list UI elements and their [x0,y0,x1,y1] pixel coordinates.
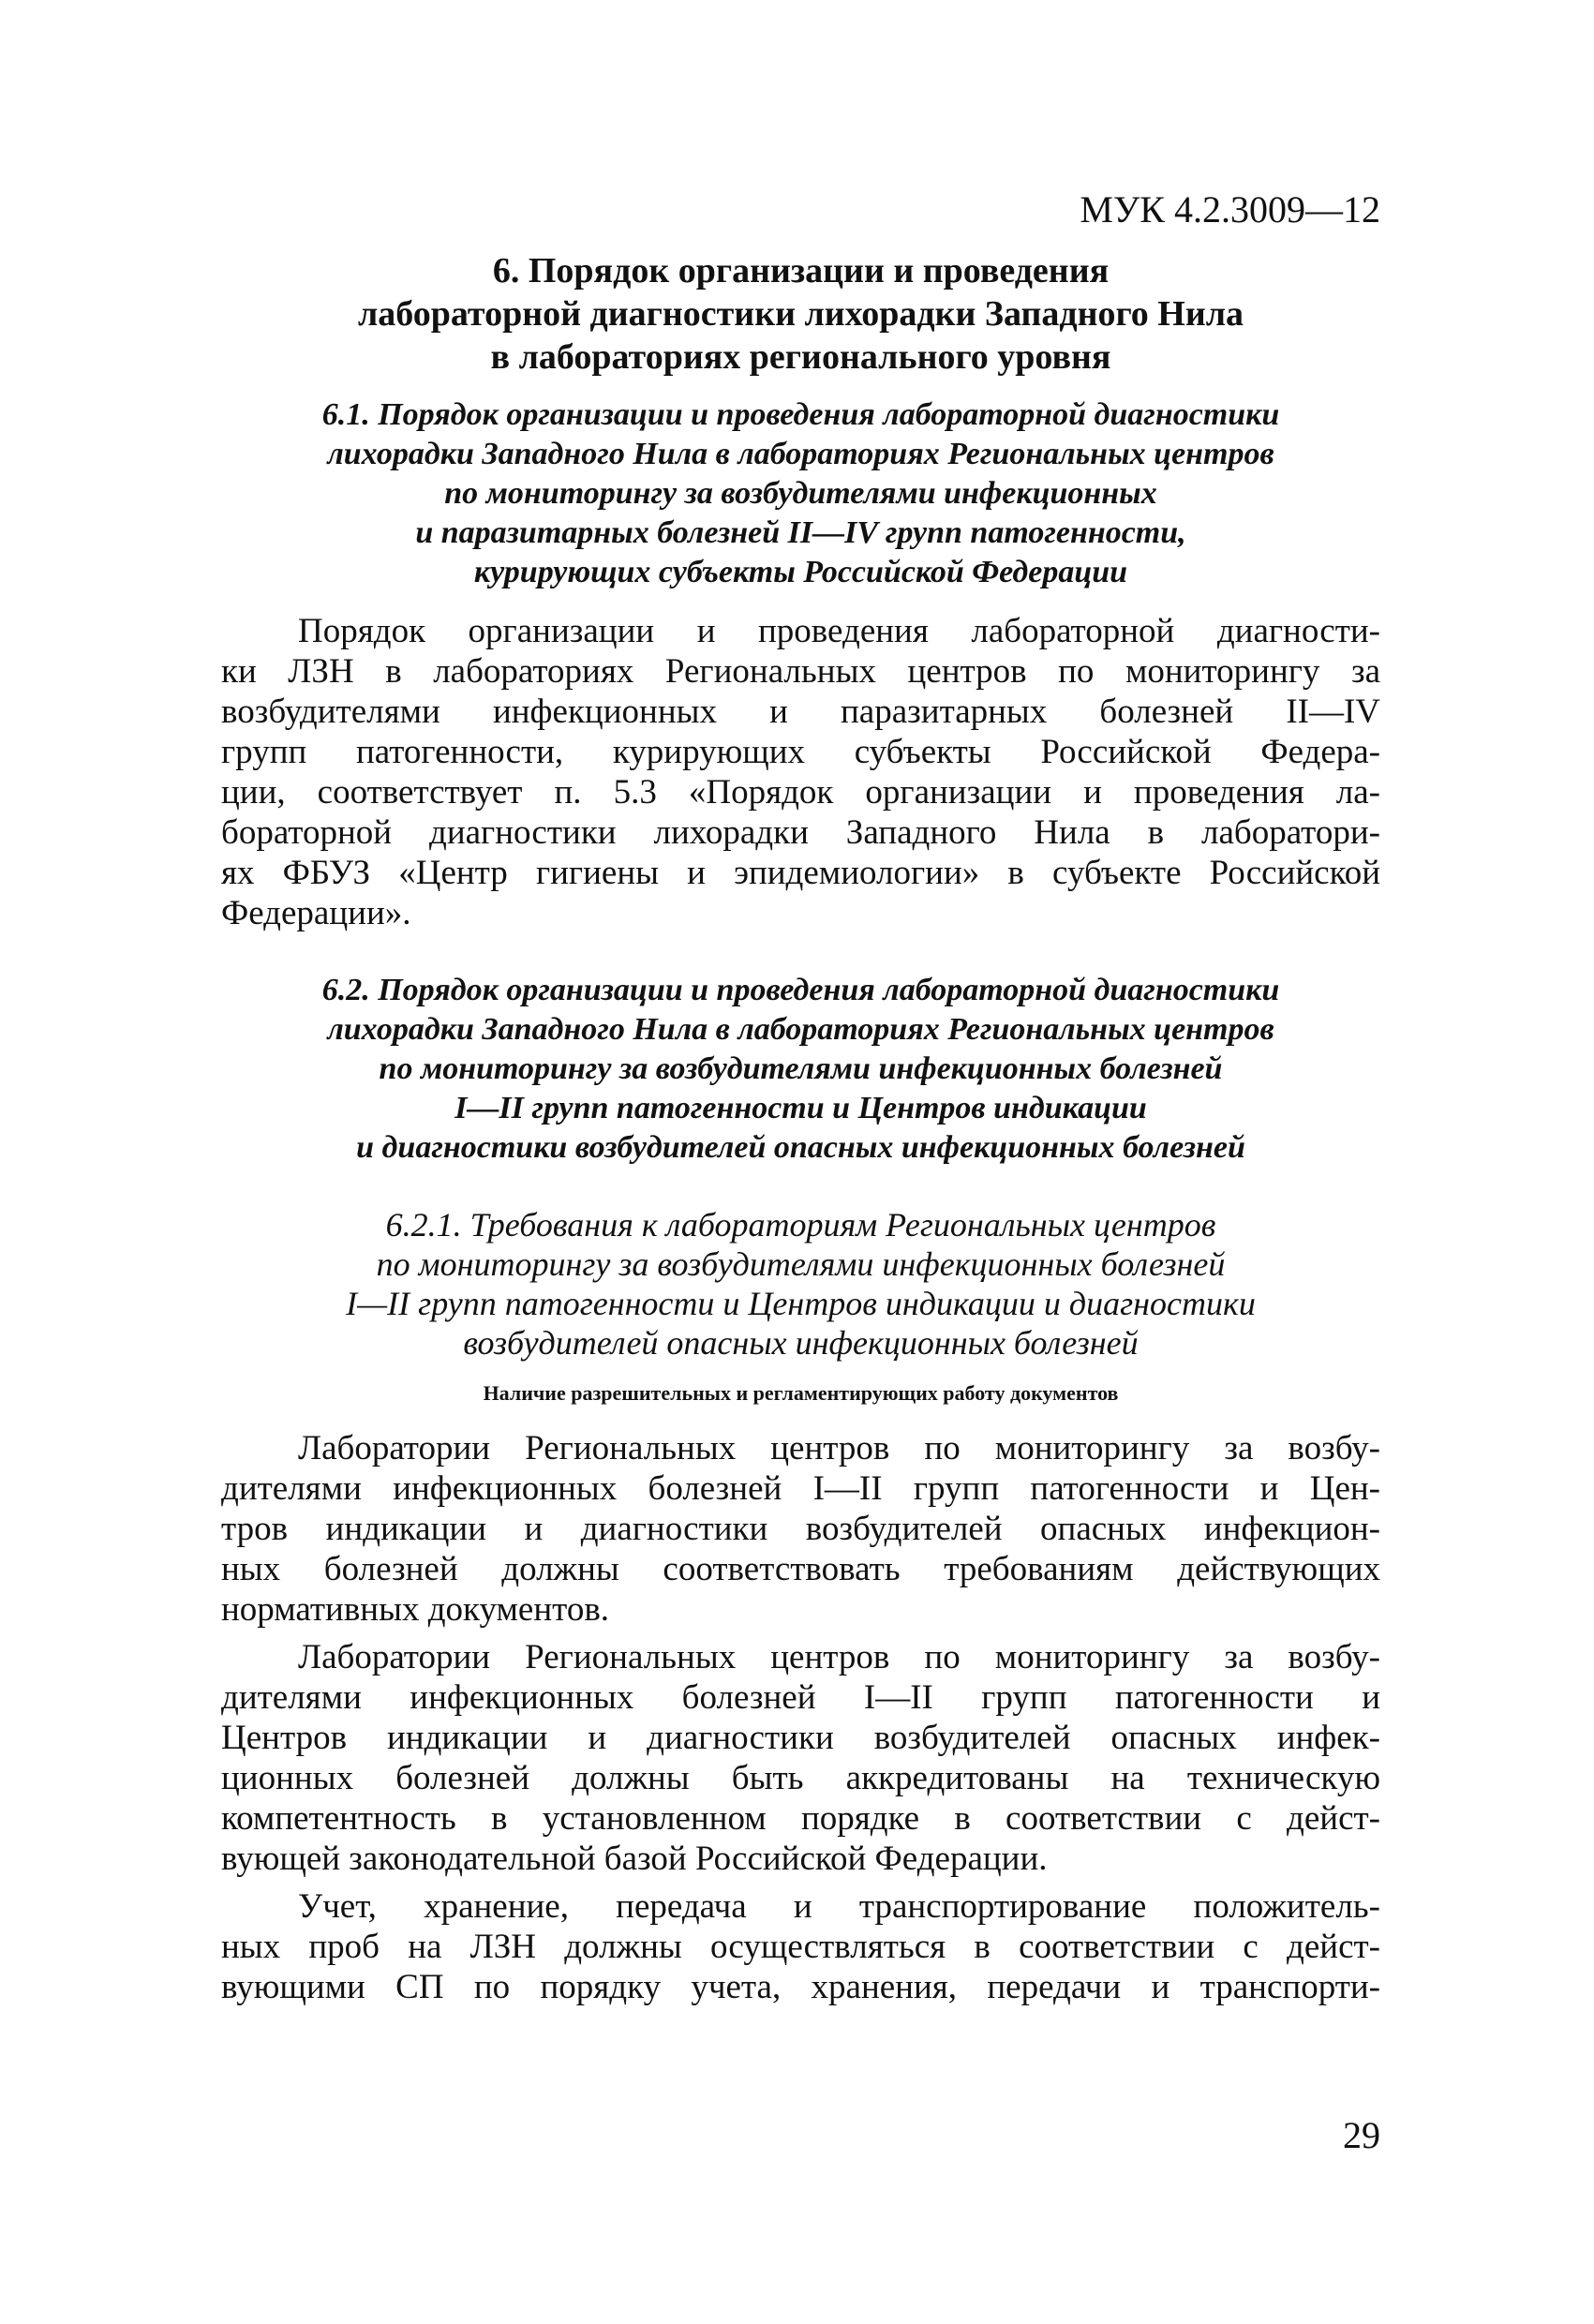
paragraph-line: ции, соответствует п. 5.3 «Порядок организации и проведения ла- [221,773,1380,812]
subsection-6-1-heading [221,395,1380,592]
subsection-6-2-1-heading [221,1205,1380,1363]
paragraph-line: ки ЛЗН в лабораториях Региональных центров по мониторингу за [221,652,1380,691]
subsection-6-2-1-paragraph-3 [221,1886,1380,2007]
paragraph-line: вующими СП по порядку учета, хранения, передачи и транспорти- [221,1968,1380,2006]
paragraph-line: групп патогенности, курирующих субъекты Российской Федера- [221,733,1380,771]
document-page [221,187,1380,2015]
section-6-title [221,249,1380,379]
documents-heading: Наличие разрешительных и регламентирующих работу документов [483,1381,1119,1405]
heading-line: и диагностики возбудителей опасных инфекционных болезней [356,1130,1245,1165]
heading-line: возбудителей опасных инфекционных болезней [463,1324,1139,1362]
paragraph-line: Порядок организации и проведения лабораторной диагности- [298,612,1380,650]
paragraph-line: Лаборатории Региональных центров по мониторингу за возбу- [298,1638,1380,1676]
paragraph-line: ных проб на ЛЗН должны осуществляться в соответствии с дейст- [221,1928,1380,1966]
heading-line: по мониторингу за возбудителями инфекционных болезней [376,1245,1226,1283]
heading-line: лихорадки Западного Нила в лабораториях Региональных центров [327,437,1274,471]
section-6-title-line: в лабораториях регионального уровня [490,337,1111,377]
paragraph-line: Федерации». [221,894,411,932]
subsection-6-2-heading [221,971,1380,1168]
paragraph-line: тров индикации и диагностики возбудителей опасных инфекцион- [221,1510,1380,1548]
heading-line: и паразитарных болезней II—IV групп патогенности, [415,515,1186,550]
heading-line: 6.2. Порядок организации и проведения лабораторной диагностики [321,973,1280,1007]
paragraph-line: Центров индикации и диагностики возбудителей опасных инфек- [221,1719,1380,1757]
paragraph-line: дителями инфекционных болезней I—II групп патогенности и Цен- [221,1469,1380,1508]
paragraph-line: нормативных документов. [221,1590,610,1629]
paragraph-line: дителями инфекционных болезней I—II групп патогенности и [221,1678,1380,1717]
paragraph-line: ях ФБУЗ «Центр гигиены и эпидемиологии» в субъекте Российской [221,854,1380,892]
page-number: 29 [1343,2114,1380,2156]
subsection-6-2-1-paragraph-1 [221,1428,1380,1630]
paragraph-line: вующей законодательной базой Российской Федерации. [221,1840,1048,1878]
paragraph-line: Учет, хранение, передача и транспортирование положитель- [298,1887,1380,1926]
paragraph-line: ционных болезней должны быть аккредитованы на техническую [221,1759,1380,1797]
heading-line: 6.1. Порядок организации и проведения лабораторной диагностики [321,397,1280,432]
heading-line: по мониторингу за возбудителями инфекционных [444,476,1157,511]
paragraph-line: Лаборатории Региональных центров по мониторингу за возбу- [298,1429,1380,1467]
subsection-6-1-paragraph [221,611,1380,933]
document-code: МУК 4.2.3009—12 [1080,188,1380,231]
section-6-title-line: лабораторной диагностики лихорадки Западного Нила [357,294,1244,334]
heading-line: 6.2.1. Требования к лабораториям Региональных центров [385,1206,1216,1244]
paragraph-line: ных болезней должны соответствовать требованиям действующих [221,1550,1380,1588]
section-6-title-line: 6. Порядок организации и проведения [492,251,1110,290]
heading-line: курирующих субъекты Российской Федерации [473,555,1128,589]
heading-line: I—II групп патогенности и Центров индикации [454,1091,1147,1125]
subsection-6-2-1-paragraph-2 [221,1637,1380,1879]
heading-line: по мониторингу за возбудителями инфекционных болезней [379,1051,1223,1086]
heading-line: лихорадки Западного Нила в лабораториях Региональных центров [327,1012,1274,1047]
paragraph-line: бораторной диагностики лихорадки Западного Нила в лаборатори- [221,813,1380,852]
paragraph-line: возбудителями инфекционных и паразитарных болезней II—IV [221,693,1380,731]
heading-line: I—II групп патогенности и Центров индикации и диагностики [346,1285,1256,1322]
paragraph-line: компетентность в установленном порядке в соответствии с дейст- [221,1799,1380,1838]
